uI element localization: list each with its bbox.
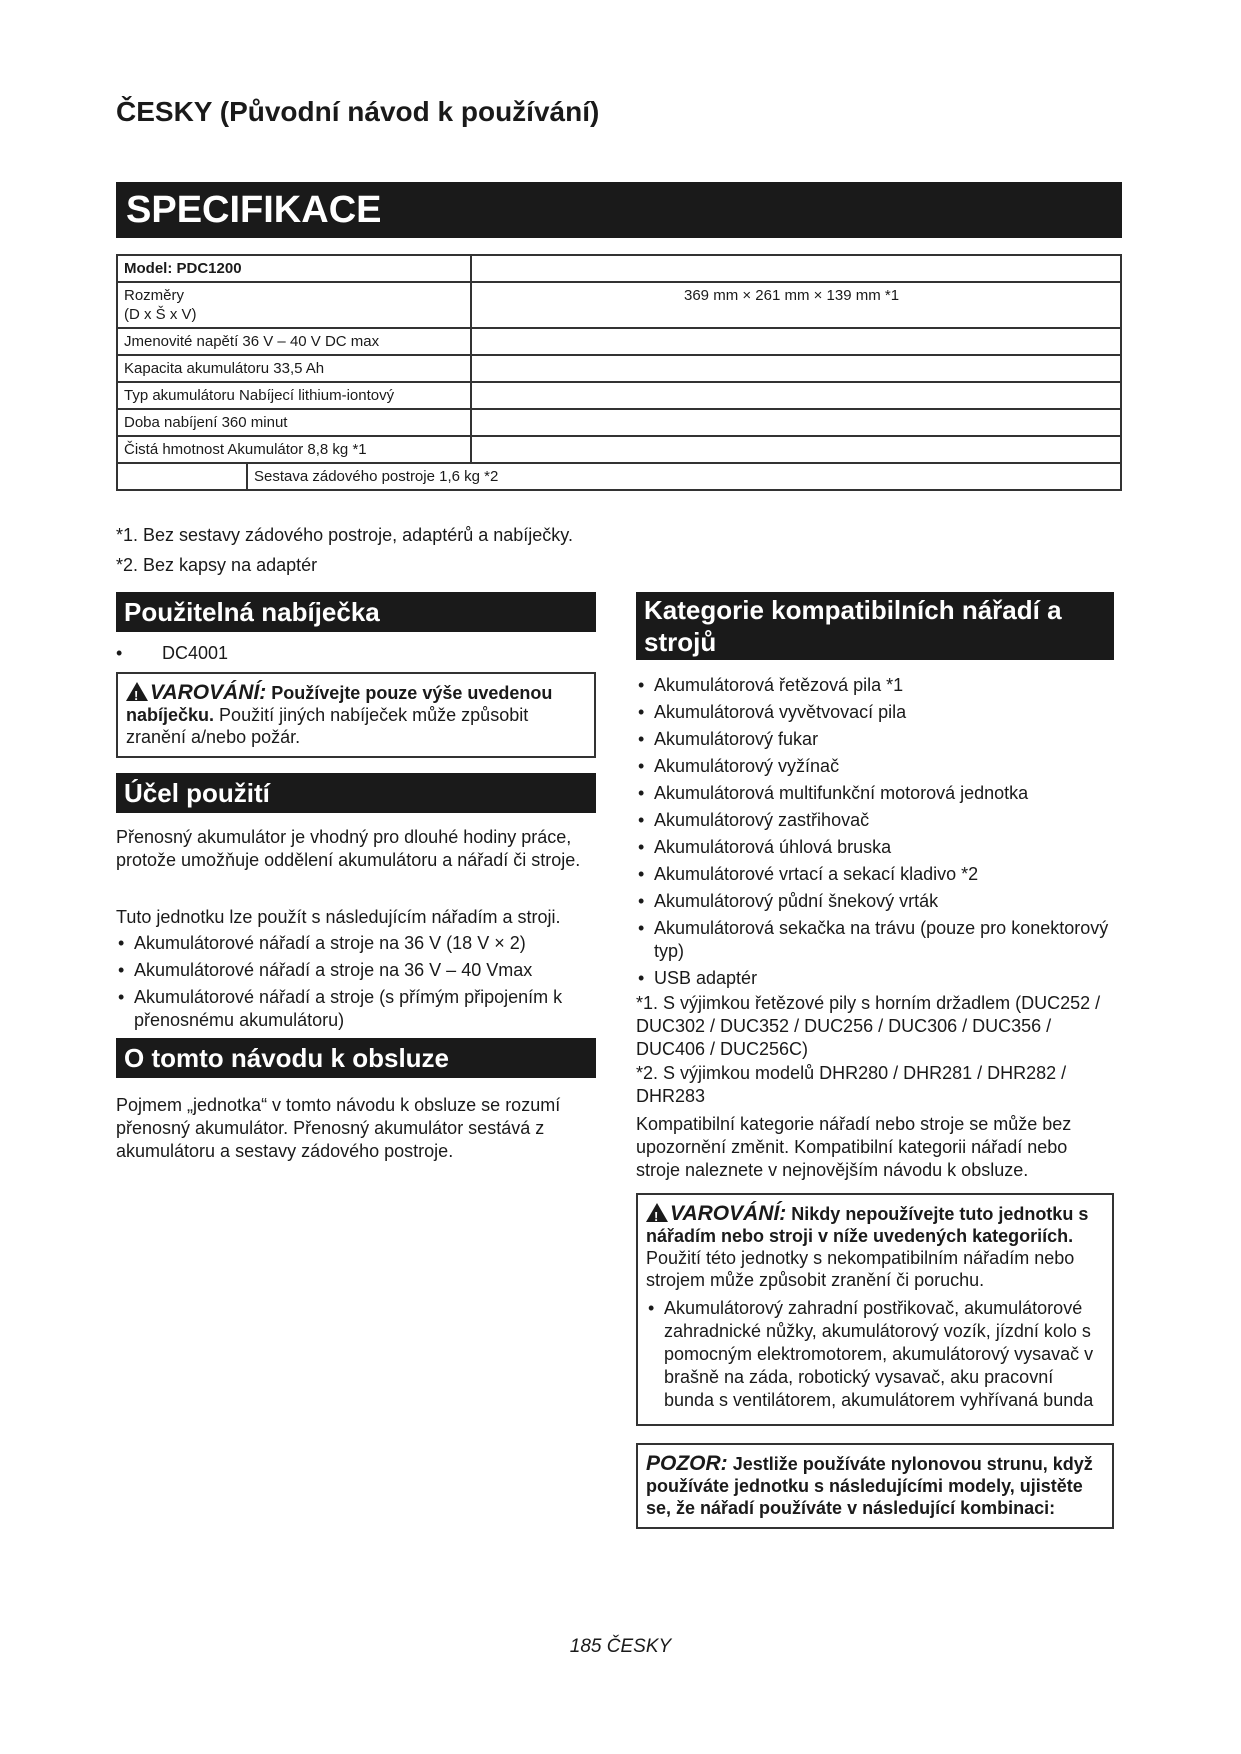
list-item: • Akumulátorová řetězová pila *1 <box>636 674 1114 697</box>
dimensions-label: Rozměry <box>124 287 185 304</box>
categories-note: Kompatibilní kategorie nářadí nebo stroje se může bez upozornění změnit. Kompatibilní kategorii nářadí nebo stroje naleznete v nejnovějším návodu k obsluze. <box>636 1114 1072 1180</box>
caution-box <box>636 1443 1114 1529</box>
warning-text: Použití této jednotky s nekompatibilním nářadím nebo strojem může způsobit zranění či poruchu. <box>646 1248 1075 1290</box>
warning-icon <box>646 1203 668 1222</box>
table-row <box>117 282 1121 328</box>
list-item: • Akumulátorový půdní šnekový vrták <box>636 890 1114 913</box>
spec-note-2: *2. Bez kapsy na adaptér <box>116 555 318 575</box>
list-item: • USB adaptér <box>636 967 1114 990</box>
charger-list <box>116 642 228 665</box>
about-manual-text: Pojmem „jednotka“ v tomto návodu k obsluze se rozumí přenosný akumulátor. Přenosný akumulátor sestává z akumulátoru a sestavy zádového postroje. <box>116 1095 561 1161</box>
list-item: • Akumulátorová vyvětvovací pila <box>636 701 1114 724</box>
voltage-cell: Jmenovité napětí 36 V – 40 V DC max <box>117 328 471 355</box>
incompatible-warning-box <box>636 1193 1114 1426</box>
dimensions-sublabel: (D x Š x V) <box>124 306 197 323</box>
list-item: • Akumulátorový zastřihovač <box>636 809 1114 832</box>
list-item: • Akumulátorová sekačka na trávu (pouze pro konektorový typ) <box>636 917 1114 963</box>
warning-icon <box>126 682 148 701</box>
indent-cell <box>118 464 246 489</box>
specifications-table <box>116 254 1122 491</box>
value-cell <box>471 328 1121 355</box>
battery-type-cell: Typ akumulátoru Nabíjecí lithium-iontový <box>117 382 471 409</box>
warning-text: Použití jiných nabíječek může způsobit zranění a/nebo požár. <box>126 705 529 747</box>
categories-footnote-1: *1. S výjimkou řetězové pily s horním držadlem (DUC252 / DUC302 / DUC352 / DUC256 / DUC306 / DUC356 / DUC406 / DUC256C) <box>636 993 1101 1059</box>
charger-warning-box <box>116 672 596 758</box>
weight-harness-row <box>117 463 1121 490</box>
categories-heading: Kategorie kompatibilních nářadí a strojů <box>636 592 1114 660</box>
caution-text: Jestliže používáte nylonovou strunu, když používáte jednotku s následujícími modely, ujistěte se, že nářadí používáte v následující kombinaci: <box>646 1454 1093 1518</box>
value-cell <box>471 355 1121 382</box>
list-item: • Akumulátorový zahradní postřikovač, akumulátorové zahradnické nůžky, akumulátorový vozík, jízdní kolo s pomocným elektromotorem, akumulátorový vysavač v brašně na záda, robotický vysavač, aku pracovní bunda s ventilátorem, akumulátorem vyhřívaná bunda <box>646 1297 1104 1412</box>
warning-label: VAROVÁNÍ: <box>670 1202 787 1225</box>
table-row <box>117 409 1121 436</box>
value-cell <box>471 382 1121 409</box>
weight-battery-cell: Čistá hmotnost Akumulátor 8,8 kg *1 <box>117 436 471 463</box>
purpose-paragraph-1: Přenosný akumulátor je vhodný pro dlouhé hodiny práce, protože umožňuje oddělení akumulátoru a nářadí či stroje. <box>116 827 581 870</box>
charging-time-cell: Doba nabíjení 360 minut <box>117 409 471 436</box>
purpose-heading: Účel použití <box>116 773 596 813</box>
page-number: 185 ČESKY <box>569 1636 672 1657</box>
spec-note-1: *1. Bez sestavy zádového postroje, adaptérů a nabíječky. <box>116 525 573 545</box>
table-row <box>117 355 1121 382</box>
incompatible-list <box>646 1297 1104 1412</box>
charger-model: DC4001 <box>162 643 229 663</box>
categories-list <box>636 674 1114 994</box>
value-cell <box>471 255 1121 282</box>
bullet: • <box>116 643 123 663</box>
table-row <box>117 328 1121 355</box>
table-row <box>117 382 1121 409</box>
list-item: • Akumulátorová multifunkční motorová jednotka <box>636 782 1114 805</box>
about-manual-heading: O tomto návodu k obsluze <box>116 1038 596 1078</box>
list-item: • Akumulátorové nářadí a stroje na 36 V (18 V × 2) <box>116 932 586 955</box>
list-item: • Akumulátorové nářadí a stroje na 36 V – 40 Vmax <box>116 959 586 982</box>
list-item: • Akumulátorová úhlová bruska <box>636 836 1114 859</box>
table-row <box>117 255 1121 282</box>
capacity-cell: Kapacita akumulátoru 33,5 Ah <box>117 355 471 382</box>
page-language-title: ČESKY (Původní návod k používání) <box>116 96 600 127</box>
purpose-paragraph-2: Tuto jednotku lze použít s následujícím nářadím a stroji. <box>116 907 561 927</box>
warning-bold-text: Nikdy nepoužívejte tuto jednotku s nářadím nebo stroji v níže uvedených kategoriích. <box>646 1204 1089 1246</box>
warning-bold-text: Používejte pouze výše uvedenou nabíječku. <box>126 683 553 725</box>
caution-label: POZOR: <box>646 1452 728 1475</box>
weight-harness-cell: Sestava zádového postroje 1,6 kg *2 <box>246 464 558 489</box>
table-row <box>117 436 1121 463</box>
table-row <box>117 463 1121 490</box>
value-cell <box>471 409 1121 436</box>
categories-footnote-2: *2. S výjimkou modelů DHR280 / DHR281 / DHR282 / DHR283 <box>636 1063 1067 1106</box>
list-item: • Akumulátorový vyžínač <box>636 755 1114 778</box>
specifications-heading: SPECIFIKACE <box>116 182 1122 238</box>
list-item: • Akumulátorové nářadí a stroje (s přímým připojením k přenosnému akumulátoru) <box>116 986 586 1032</box>
charger-heading: Použitelná nabíječka <box>116 592 596 632</box>
list-item: • Akumulátorové vrtací a sekací kladivo *2 <box>636 863 1114 886</box>
model-cell: Model: PDC1200 <box>117 255 471 282</box>
dimensions-label-cell <box>117 282 471 328</box>
value-cell <box>471 436 1121 463</box>
warning-label: VAROVÁNÍ: <box>150 681 267 704</box>
list-item: • Akumulátorový fukar <box>636 728 1114 751</box>
dimensions-value: 369 mm × 261 mm × 139 mm *1 <box>471 282 1121 328</box>
purpose-list <box>116 932 586 1036</box>
